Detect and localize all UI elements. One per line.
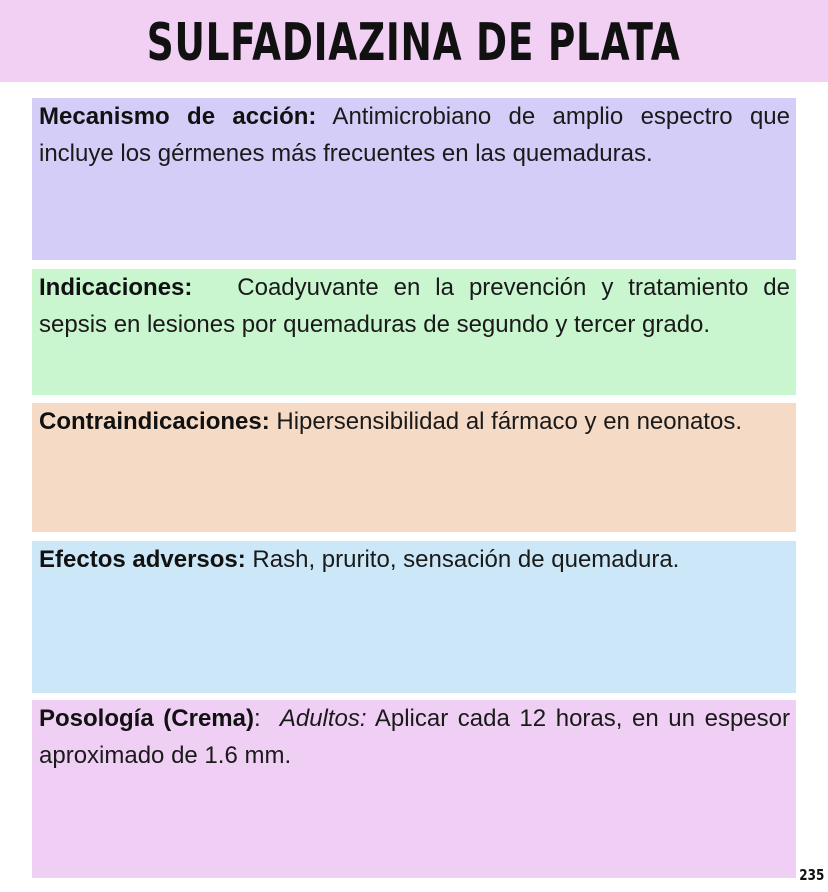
section-mecanismo-de-accion — [32, 98, 796, 260]
page-number: 235 — [798, 866, 824, 884]
section-label: Indicaciones: — [39, 274, 193, 301]
section-text: Antimicrobiano de amplio espectro que incluye los gérmenes más frecuentes en las quemaduras. — [39, 103, 791, 167]
section-contraindicaciones — [32, 403, 796, 532]
section-posologia — [32, 700, 796, 878]
section-label: Mecanismo de acción: — [39, 103, 317, 130]
section-efectos-adversos — [32, 541, 796, 693]
section-text: Coadyuvante en la prevención y tratamiento de sepsis en lesiones por quemaduras de segundo y tercer grado. — [39, 274, 797, 338]
section-label: Contraindicaciones: — [39, 408, 270, 435]
section-text: Rash, prurito, sensación de quemadura. — [245, 546, 680, 573]
section-indicaciones — [32, 269, 796, 395]
section-label: Posología (Crema) — [39, 705, 254, 732]
section-label-colon: : — [253, 705, 280, 732]
page-header — [0, 0, 828, 82]
section-text: Hipersensibilidad al fármaco y en neonatos. — [269, 408, 742, 435]
page-title: SULFADIAZINA DE PLATA — [147, 13, 681, 73]
section-emphasis: Adultos: — [279, 705, 367, 732]
section-text: Aplicar cada 12 horas, en un espesor aproximado de 1.6 mm. — [39, 705, 790, 769]
section-label: Efectos adversos: — [39, 546, 246, 573]
